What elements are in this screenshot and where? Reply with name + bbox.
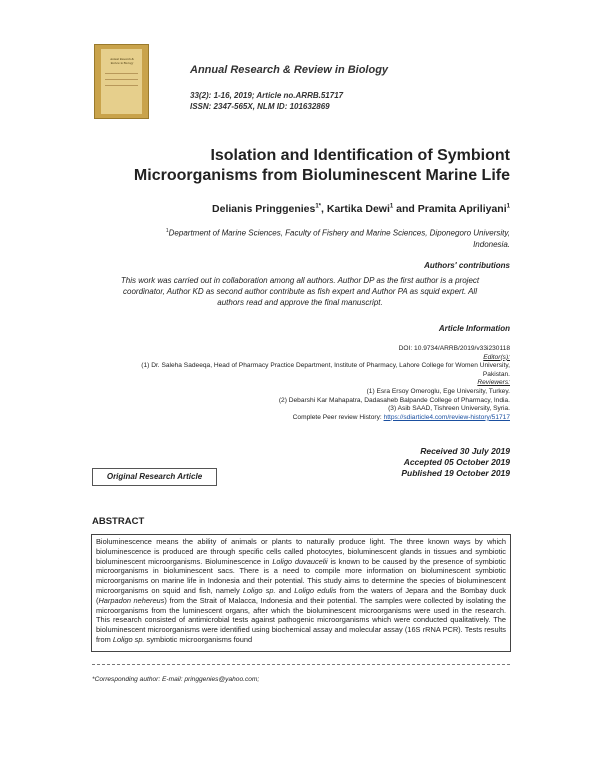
abstract-segment: is known to be caused by the presence of symbiotic microorganisms in bioluminescent sacs. There is a need to compile more information on bioluminescent symbiotic microorganisms on marine life in Indonesia and their potential. This study aims to determine the species of bioluminescent microorganisms on squid and fish, namely: [96, 556, 506, 595]
reviewer-entry: (1) Esra Ersoy Omeroglu, Ege University, Turkey.: [366, 387, 510, 395]
abstract-segment: and: [275, 585, 295, 595]
abstract-text: [91, 534, 511, 652]
abstract-segment: from the waters of Jepara and the Bombay duck (: [96, 585, 506, 605]
affiliation-line-2: Indonesia.: [473, 239, 510, 249]
affiliation-marker: 1: [165, 228, 169, 234]
cover-title: [103, 57, 141, 65]
author-3: Pramita Apriliyani: [417, 203, 507, 215]
title-line-2: Microorganisms from Bioluminescent Marine Life: [133, 167, 510, 184]
cover-rule: [105, 79, 138, 80]
contributions-line: coordinator, Author KD as second author contribute as fish expert and Author PA as squid expert. All: [123, 287, 477, 296]
article-type-box: Original Research Article: [92, 468, 217, 486]
journal-cover-thumbnail: [94, 44, 149, 119]
species-name: Loligo sp.: [112, 634, 145, 644]
abstract-segment: Bioluminescence means the ability of animals or plants to naturally produce light. The three known ways by which bioluminescence is produced are through specific cells called photocytes, bioluminescent glands in tissues and symbiotic bioluminescent microorganisms. Bioluminescence in: [96, 537, 506, 566]
reviewers-label: Reviewers:: [477, 379, 510, 387]
author-1-marker: 1*: [315, 203, 322, 210]
author-separator: ,: [321, 203, 327, 215]
author-2-marker: 1: [389, 203, 394, 210]
received-date: Received 30 July 2019: [420, 446, 510, 456]
species-name: Harpadon nehereus: [98, 595, 165, 605]
abstract-segment: symbiotic microorganisms found: [144, 634, 253, 644]
abstract-segment: ) from the Strait of Malacca, Indonesia and their potential. The samples were collected by isolating the microorganisms from the luminescent organs, after which the bioluminescent microorganisms were used in the research. This research consisted of antimicrobial tests against pathogenic microorganisms which were conducted qualitatively. The bioluminescent microorganisms were identified using biochemical assay and molecular assay (16S rRNA PCR). Tests results from: [96, 595, 506, 644]
paper-title: [80, 146, 510, 186]
contributions-text: [90, 275, 510, 308]
review-history: [80, 414, 510, 423]
contributions-line: This work was carried out in collaboration among all authors. Author DP as the first author is a project: [120, 276, 480, 285]
abstract-heading: ABSTRACT: [92, 516, 145, 527]
author-2: Kartika Dewi: [326, 203, 390, 215]
cover-title-line: Review in Biology: [110, 61, 134, 65]
corresponding-author-footnote: *Corresponding author: E-mail: pringgenies@yahoo.com;: [92, 676, 260, 683]
article-info-heading: Article Information: [438, 324, 510, 333]
editors-label: Editor(s):: [483, 353, 510, 361]
species-name: Loligo sp.: [242, 585, 276, 595]
journal-name: Annual Research & Review in Biology: [190, 64, 389, 76]
published-date: Published 19 October 2019: [401, 468, 510, 478]
accepted-date: Accepted 05 October 2019: [403, 457, 510, 467]
affiliation: [110, 226, 510, 250]
title-line-1: Isolation and Identification of Symbiont: [210, 147, 510, 164]
reviewer-entry: (3) Asib SAAD, Tishreen University, Syria.: [388, 405, 510, 413]
author-list: [80, 203, 510, 215]
cover-rule: [105, 73, 138, 74]
species-name: Loligo edulis: [294, 585, 337, 595]
publication-dates: [300, 446, 510, 479]
cover-panel: [101, 49, 142, 114]
cover-title-line: Annual Research &: [110, 57, 134, 61]
reviewer-entry: (2) Debarshi Kar Mahapatra, Dadasaheb Balpande College of Pharmacy, India.: [278, 396, 510, 404]
issn-info: ISSN: 2347-565X, NLM ID: 101632869: [190, 102, 330, 111]
doi: DOI: 10.9734/ARRB/2019/v33i230118: [398, 345, 510, 352]
author-1: Delianis Pringgenies: [212, 203, 316, 215]
review-history-label: Complete Peer review History:: [292, 413, 384, 421]
species-name: Loligo duvaucelii: [272, 556, 328, 566]
footnote-divider: [92, 664, 510, 665]
author-3-marker: 1: [506, 203, 510, 210]
cover-rule: [105, 85, 138, 86]
editor-entry-cont: Pakistan.: [482, 370, 510, 378]
contributions-heading: Authors' contributions: [424, 261, 510, 270]
affiliation-line-1: Department of Marine Sciences, Faculty of Fishery and Marine Sciences, Diponegoro University,: [168, 228, 510, 238]
author-separator: and: [393, 203, 418, 215]
editor-entry: (1) Dr. Saleha Sadeeqa, Head of Pharmacy Practice Department, Institute of Pharmacy, Lahore College for Women University,: [141, 362, 510, 370]
volume-info: 33(2): 1-16, 2019; Article no.ARRB.51717: [190, 91, 344, 100]
contributions-line: authors read and approve the final manuscript.: [217, 298, 383, 307]
article-info-block: [80, 345, 510, 422]
review-history-link[interactable]: https://sdiarticle4.com/review-history/51717: [383, 413, 510, 421]
